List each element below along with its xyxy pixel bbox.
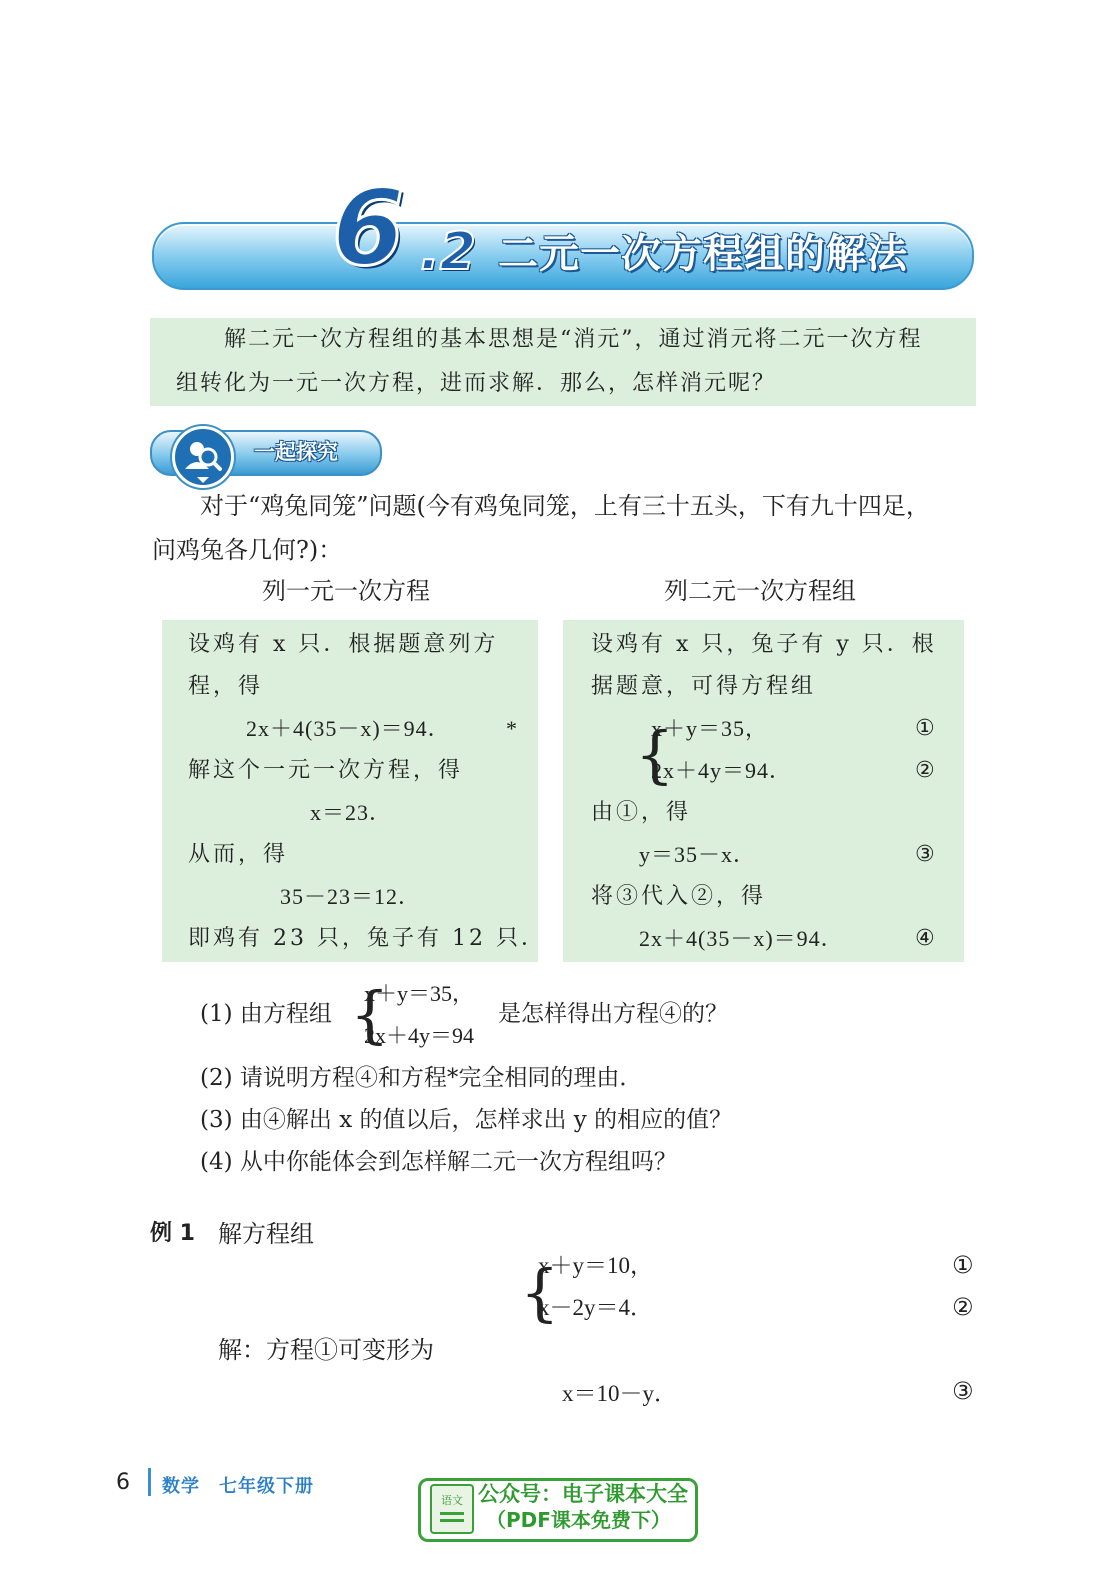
right-system-brace: { xyxy=(635,718,675,791)
left-equation-1-mark: * xyxy=(506,716,520,741)
question-3: (3) 由④解出 x 的值以后，怎样求出 y 的相应的值？ xyxy=(200,1107,733,1133)
left-line-1: 设鸡有 x 只．根据题意列方 xyxy=(188,632,499,657)
question-4: (4) 从中你能体会到怎样解二元一次方程组吗？ xyxy=(200,1149,677,1175)
book-icon xyxy=(430,1484,474,1534)
left-solution-box xyxy=(162,620,546,962)
left-line-2: 程，得 xyxy=(188,674,264,699)
right-equation-4: 2x＋4(35－x)＝94． xyxy=(639,926,844,951)
question-1-brace: { xyxy=(350,978,390,1051)
right-line-4: 将③代入②，得 xyxy=(591,884,767,909)
right-system-eq-1-mark: ① xyxy=(915,716,935,741)
section-title: 二元一次方程组的解法 xyxy=(498,231,908,277)
example-label: 例 1 xyxy=(150,1221,195,1246)
right-system-eq-1: x＋y＝35， xyxy=(651,716,769,741)
example-system-eq-2: x－2y＝4． xyxy=(538,1295,653,1320)
right-equation-3: y＝35－x． xyxy=(639,842,757,867)
example-system-eq-2-mark: ② xyxy=(952,1293,974,1321)
question-2: (2) 请说明方程④和方程*完全相同的理由． xyxy=(200,1065,643,1091)
example-equation-3-mark: ③ xyxy=(952,1377,974,1405)
question-1-system-eq-2: 2x＋4y＝94 xyxy=(364,1023,475,1048)
example-system-brace: { xyxy=(520,1256,560,1329)
intro-line-2: 组转化为一元一次方程，进而求解．那么，怎样消元呢？ xyxy=(176,371,777,396)
solution-line: 解：方程①可变形为 xyxy=(218,1336,434,1364)
right-equation-4-mark: ④ xyxy=(915,926,935,951)
example-equation-3: x＝10－y． xyxy=(562,1381,677,1406)
problem-line-2: 问鸡兔各几何?)： xyxy=(152,536,343,564)
left-line-4: 从而，得 xyxy=(188,842,289,867)
magnifier-person-icon xyxy=(172,426,234,488)
right-line-2: 据题意，可得方程组 xyxy=(591,674,817,699)
right-solution-box xyxy=(563,620,964,962)
section-number: .2 xyxy=(420,222,476,282)
right-line-3: 由①，得 xyxy=(591,800,692,825)
left-column-heading: 列一元一次方程 xyxy=(262,577,430,605)
page-number: 6 xyxy=(116,1470,130,1495)
book-title: 数学 七年级下册 xyxy=(162,1476,314,1497)
example-system-eq-1: x＋y＝10， xyxy=(538,1253,653,1278)
chapter-number: 6 xyxy=(332,167,405,289)
example-system-eq-1-mark: ① xyxy=(952,1251,974,1279)
footer-divider xyxy=(148,1468,151,1496)
book-icon-label: 语文 xyxy=(441,1494,463,1507)
watermark-line-1: 公众号：电子课本大全 xyxy=(478,1482,688,1506)
left-equation-3: 35－23＝12． xyxy=(280,884,422,909)
right-system-eq-2-mark: ② xyxy=(915,758,935,783)
right-equation-3-mark: ③ xyxy=(915,842,935,867)
left-equation-1: 2x＋4(35－x)＝94． xyxy=(246,716,451,741)
problem-line-1: 对于“鸡兔同笼”问题(今有鸡兔同笼，上有三十五头，下有九十四足， xyxy=(200,492,930,520)
question-1-suffix: 是怎样得出方程④的？ xyxy=(498,1001,728,1027)
right-system-eq-2: 2x＋4y＝94． xyxy=(651,758,793,783)
example-prompt: 解方程组 xyxy=(218,1220,314,1248)
left-line-5: 即鸡有 23 只，兔子有 12 只． xyxy=(188,926,546,951)
intro-box xyxy=(150,318,976,406)
question-1-system-eq-1: x＋y＝35， xyxy=(364,981,475,1006)
question-1-prefix: (1) 由方程组 xyxy=(200,1001,332,1027)
left-equation-2: x＝23． xyxy=(310,800,393,825)
intro-line-1: 解二元一次方程组的基本思想是“消元”，通过消元将二元一次方程 xyxy=(224,327,923,352)
right-column-heading: 列二元一次方程组 xyxy=(664,577,856,605)
left-line-3: 解这个一元一次方程，得 xyxy=(188,758,464,783)
right-line-1: 设鸡有 x 只，兔子有 y 只．根 xyxy=(591,632,937,657)
watermark-line-2: （PDF课本免费下） xyxy=(486,1508,671,1532)
explore-label: 一起探究 xyxy=(254,440,338,464)
